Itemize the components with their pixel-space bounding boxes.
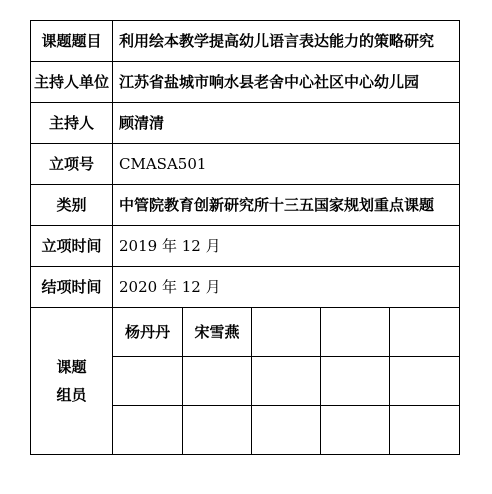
member-cell: [252, 308, 321, 357]
member-cell: [113, 357, 183, 406]
host-unit-value: 江苏省盐城市响水县老舍中心社区中心幼儿园: [113, 62, 460, 103]
member-cell: [183, 406, 252, 455]
end-date-label: 结项时间: [31, 267, 113, 308]
member-cell: [390, 308, 460, 357]
host-label: 主持人: [31, 103, 113, 144]
category-label: 类别: [31, 185, 113, 226]
topic-value: 利用绘本教学提高幼儿语言表达能力的策略研究: [113, 21, 460, 62]
start-date-label: 立项时间: [31, 226, 113, 267]
member-cell: [252, 357, 321, 406]
members-label-line1: 课题: [56, 358, 87, 376]
row-start-date: [31, 226, 460, 267]
start-date-value: 2019 年 12 月: [113, 226, 460, 267]
category-value: 中管院教育创新研究所十三五国家规划重点课题: [113, 185, 460, 226]
row-category: [31, 185, 460, 226]
topic-label: 课题题目: [31, 21, 113, 62]
row-topic: [31, 21, 460, 62]
member-cell: [390, 406, 460, 455]
host-unit-label: 主持人单位: [31, 62, 113, 103]
project-number-label: 立项号: [31, 144, 113, 185]
project-info-table: [30, 20, 460, 455]
row-host: [31, 103, 460, 144]
row-project-number: [31, 144, 460, 185]
row-host-unit: [31, 62, 460, 103]
member-cell: [252, 406, 321, 455]
members-label: [31, 308, 113, 455]
member-cell: 杨丹丹: [113, 308, 183, 357]
member-cell: [321, 406, 390, 455]
members-label-line2: 组员: [56, 386, 87, 404]
member-cell: [183, 357, 252, 406]
host-value: 顾清清: [113, 103, 460, 144]
member-cell: [321, 357, 390, 406]
end-date-value: 2020 年 12 月: [113, 267, 460, 308]
member-row: [31, 308, 460, 357]
row-end-date: [31, 267, 460, 308]
member-cell: [321, 308, 390, 357]
member-cell: 宋雪燕: [183, 308, 252, 357]
member-cell: [113, 406, 183, 455]
member-cell: [390, 357, 460, 406]
project-number-value: CMASA501: [113, 144, 460, 185]
